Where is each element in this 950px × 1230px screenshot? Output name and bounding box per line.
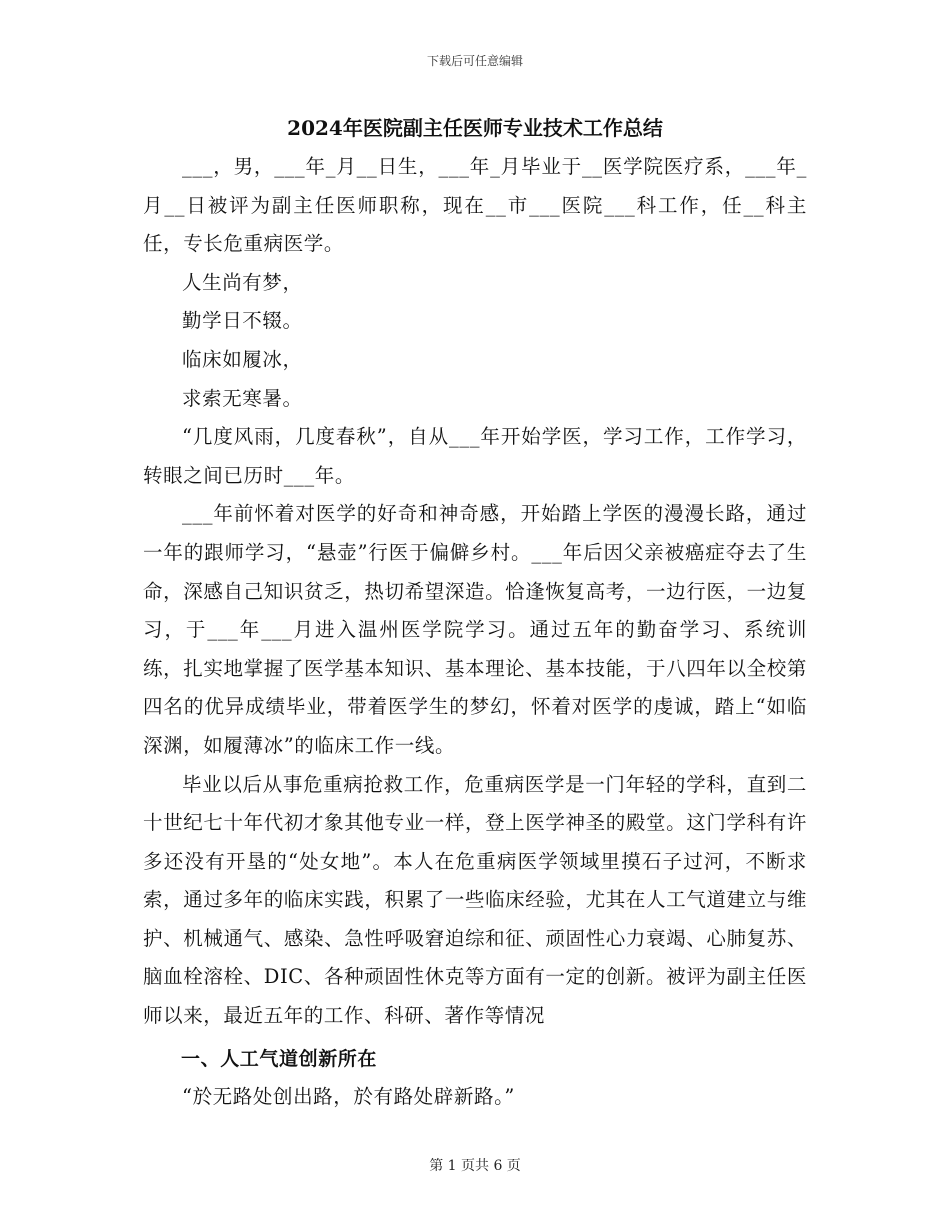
poem-line-1: 人生尚有梦，: [182, 270, 303, 294]
section-heading: 一、人工气道创新所在: [181, 1047, 378, 1070]
document-body: [143, 148, 807, 1117]
section-quote: “於无路处创出路，於有路处辟新路。”: [182, 1085, 515, 1109]
page-header-note: 下载后可任意编辑: [426, 54, 523, 68]
poem-line-4: 求索无寒暑。: [182, 386, 303, 410]
document-title: 2024年医院副主任医师专业技术工作总结: [287, 116, 663, 140]
intro-paragraph: ___，男，___年_月__日生，___年_月毕业于__医学院医疗系，___年_月__日被评为副主任医师职称，现在__市___医院___科工作，任__科主任，专长危重病医学。: [143, 155, 807, 256]
page-number: 第 1 页共 6 页: [429, 1158, 521, 1174]
poem-line-2: 勤学日不辍。: [182, 309, 303, 333]
poem-line-3: 临床如履冰，: [182, 347, 303, 371]
history-paragraph: “几度风雨，几度春秋”，自从___年开始学医，学习工作，工作学习，转眼之间已历时___年。: [143, 425, 807, 487]
education-paragraph: ___年前怀着对医学的好奇和神奇感，开始踏上学医的漫漫长路，通过一年的跟师学习，“悬壶”行医于偏僻乡村。___年后因父亲被癌症夺去了生命，深感自己知识贫乏，热切希望深造。恰逢恢复高考，一边行医，一边复习，于___年___月进入温州医学院学习。通过五年的勤奋学习、系统训练，扎实地掌握了医学基本知识、基本理论、基本技能，于八四年以全校第四名的优异成绩毕业，带着医学生的梦幻，怀着对医学的虔诚，踏上“如临深渊，如履薄冰”的临床工作一线。: [143, 502, 807, 757]
career-paragraph: 毕业以后从事危重病抢救工作，危重病医学是一门年轻的学科，直到二十世纪七十年代初才象其他专业一样，登上医学神圣的殿堂。这门学科有许多还没有开垦的“处女地”。本人在危重病医学领域里摸石子过河，不断求索，通过多年的临床实践，积累了一些临床经验，尤其在人工气道建立与维护、机械通气、感染、急性呼吸窘迫综和征、顽固性心力衰竭、心肺复苏、脑血栓溶栓、DIC、各种顽固性休克等方面有一定的创新。被评为副主任医师以来，最近五年的工作、科研、著作等情况: [143, 772, 807, 1028]
